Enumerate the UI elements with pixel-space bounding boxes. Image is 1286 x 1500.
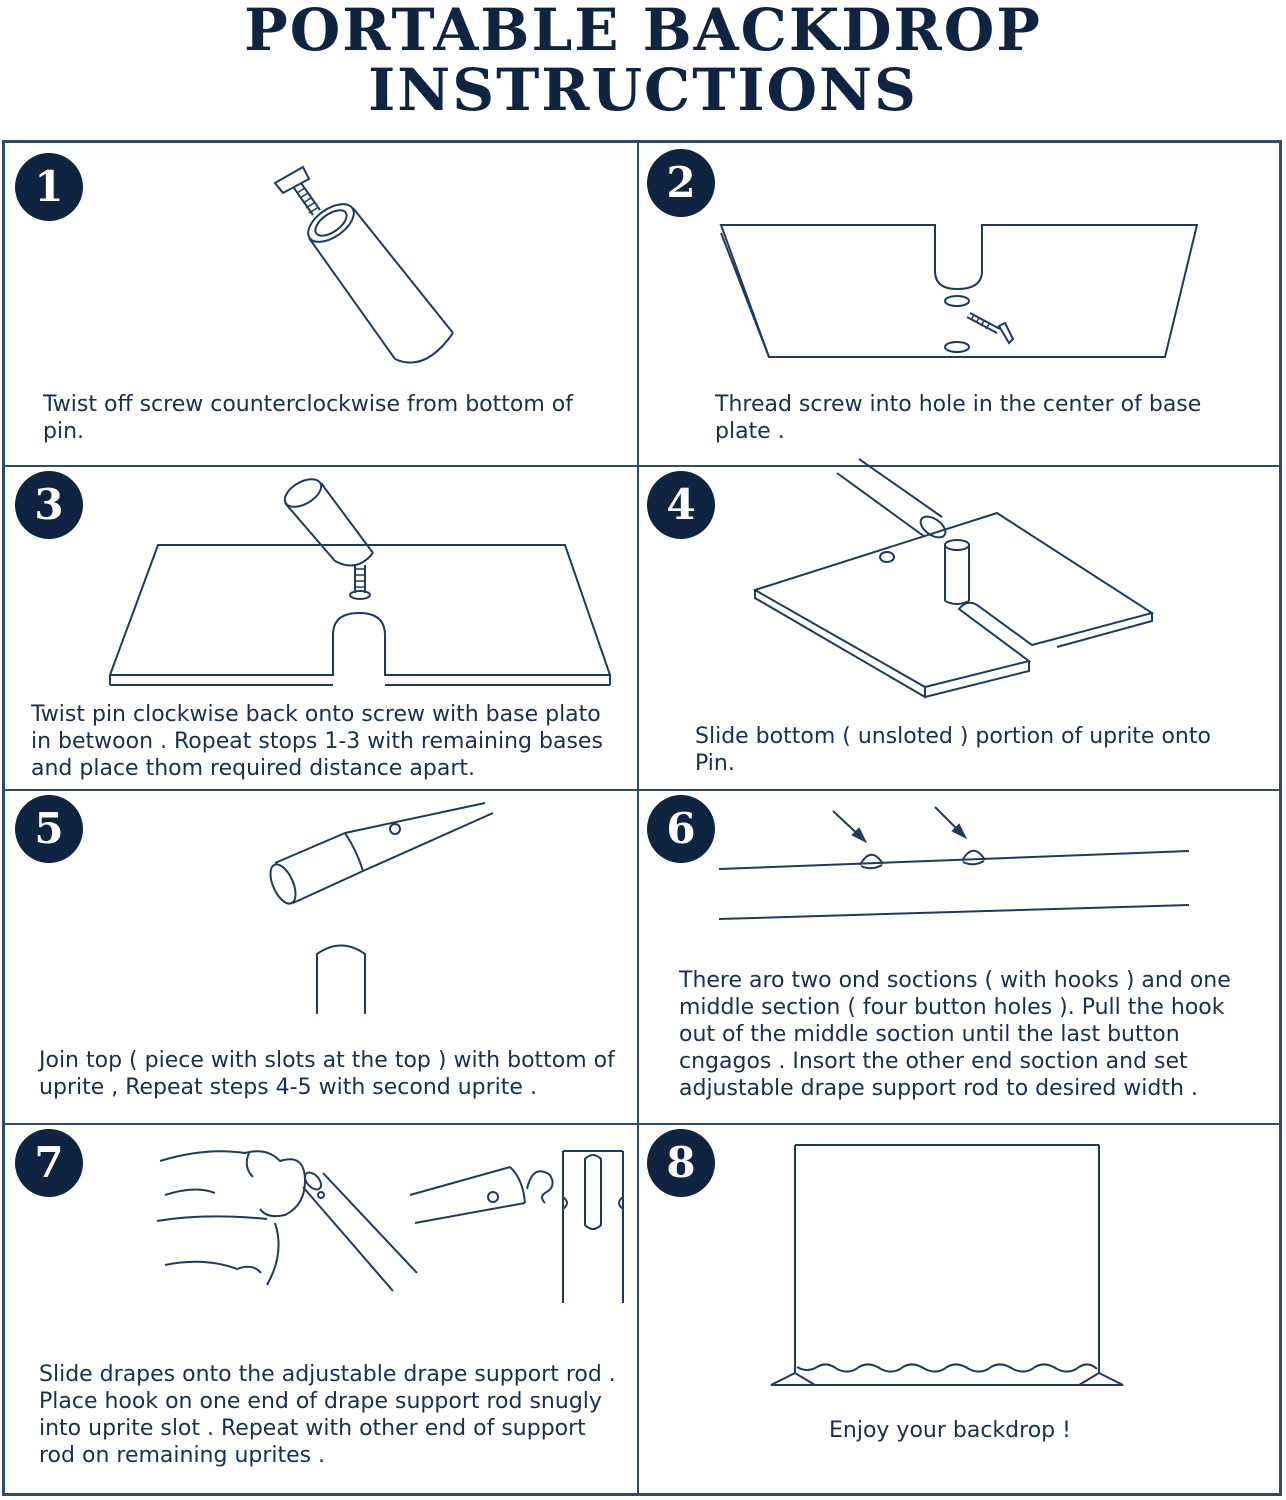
step-3-number-badge: 3 <box>15 471 83 539</box>
step-4-panel <box>637 465 1281 787</box>
step-2-caption: Thread screw into hole in the center of base plate . <box>715 392 1202 444</box>
step-3-panel <box>5 465 635 787</box>
step-5-panel <box>5 789 635 1121</box>
step-8-finished-backdrop-illustration <box>637 1123 1281 1423</box>
step-1-number-badge: 1 <box>15 153 83 221</box>
step-5-caption: Join top ( piece with slots at the top ) with bottom of uprite , Repeat steps 4-5 with second uprite . <box>39 1048 615 1100</box>
step-6-support-rod-illustration <box>637 789 1281 949</box>
step-3-pin-on-plate-illustration <box>5 465 635 705</box>
title-line-2: INSTRUCTIONS <box>368 56 918 124</box>
step-4-number-badge: 4 <box>647 471 715 539</box>
step-2-panel <box>637 143 1281 463</box>
step-1-panel <box>5 143 635 463</box>
step-8-caption: Enjoy your backdrop ! <box>829 1418 1071 1443</box>
step-7-hook-into-slot-illustration <box>5 1123 635 1323</box>
page-title <box>0 0 1286 130</box>
step-4-caption: Slide bottom ( unsloted ) portion of uprite onto Pin. <box>695 724 1211 776</box>
step-3-caption: Twist pin clockwise back onto screw with base plato in betwoon . Ropeat stops 1-3 with remaining bases and place thom required distance apart. <box>31 702 603 781</box>
step-4-upright-on-pin-illustration <box>637 465 1281 715</box>
step-6-panel <box>637 789 1281 1121</box>
step-2-base-plate-illustration <box>637 143 1281 393</box>
step-1-caption: Twist off screw counterclockwise from bottom of pin. <box>43 392 573 444</box>
step-5-upright-joint-illustration <box>5 789 635 1029</box>
title-line-1: PORTABLE BACKDROP <box>244 0 1042 64</box>
step-5-number-badge: 5 <box>15 795 83 863</box>
step-8-number-badge: 8 <box>647 1129 715 1197</box>
step-6-number-badge: 6 <box>647 795 715 863</box>
step-6-caption: There aro two ond soctions ( with hooks ) and one middle section ( four button holes ). Pull the hook out of the middle soction until the last button cngagos . Insort the other end soction and set adjustable drape support rod to desired width . <box>679 968 1231 1101</box>
step-7-number-badge: 7 <box>15 1129 83 1197</box>
step-8-panel <box>637 1123 1281 1493</box>
step-7-panel <box>5 1123 635 1493</box>
step-1-pin-screw-illustration <box>5 143 635 393</box>
step-2-number-badge: 2 <box>647 149 715 217</box>
step-7-caption: Slide drapes onto the adjustable drape support rod . Place hook on one end of drape support rod snugly into uprite slot . Repeat with other end of support rod on remaining uprites . <box>39 1362 616 1468</box>
